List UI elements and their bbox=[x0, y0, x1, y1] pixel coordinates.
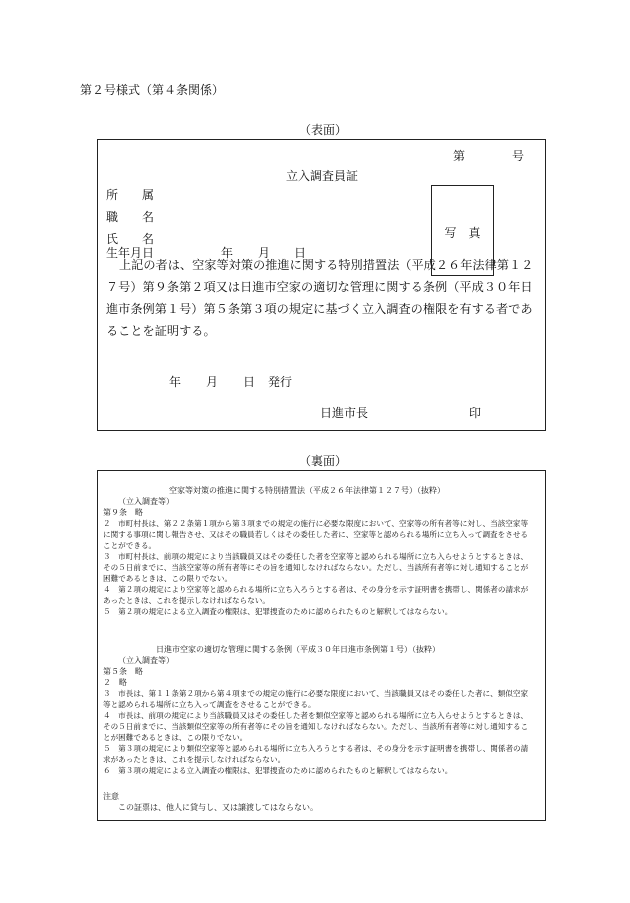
field-name: 氏 名 bbox=[106, 232, 155, 246]
law1-item: ４ 第２項の規定により空家等と認められる場所に立ち入ろうとする者は、その身分を示す証明書を携帯し、関係者の請求があったときは、これを提示しなければならない。 bbox=[103, 585, 529, 605]
law2-item: ６ 第３項の規定による立入調査の権限は、犯罪捜査のために認められたものと解釈してはならない。 bbox=[103, 766, 453, 775]
issue-label: 発行 bbox=[268, 375, 293, 389]
front-side-heading: （表面） bbox=[299, 123, 348, 137]
law1-item: ３ 市町村長は、前項の規定により当該職員又はその委任した者を空家等と認められる場所に立ち入らせようとするときは、その５日前までに、当該空家等の所有者等にその旨を通知しなければならない。ただし、当該所有者等に対し通知することが困難であるときは、この限りでない。 bbox=[103, 552, 529, 583]
law1-caption: （立入調査等） bbox=[118, 497, 174, 506]
field-position: 職 名 bbox=[106, 210, 155, 224]
law2-item: ４ 市長は、前項の規定により当該職員又はその委任した者を類似空家等と認められる場所に立ち入らせようとするときは、その５日前までに、当該類似空家等の所有者等にその旨を通知しなければならない。ただし、当該所有者等に対し通知することが困難であるときは、この限りでない。 bbox=[103, 711, 529, 742]
number-label: 第 bbox=[453, 149, 466, 163]
photo-label: 写 真 bbox=[444, 226, 481, 240]
law2-caption: （立入調査等） bbox=[118, 656, 174, 665]
back-card bbox=[97, 470, 546, 821]
law2-article: 第５条 略 bbox=[103, 667, 143, 676]
seal-mark: 印 bbox=[469, 406, 482, 420]
field-birthdate: 生年月日 bbox=[106, 246, 155, 260]
law2-title: 日進市空家の適切な管理に関する条例（平成３０年日進市条例第１号）（抜粋） bbox=[156, 645, 440, 654]
card-title: 立入調査員証 bbox=[286, 169, 359, 183]
law1-article: 第９条 略 bbox=[103, 508, 143, 517]
issue-month: 月 bbox=[206, 375, 219, 389]
birth-day: 日 bbox=[294, 246, 307, 260]
law1-item: ２ 市町村長は、第２２条第１項から第３項までの規定の施行に必要な限度において、空家等の所有者等に対し、当該空家等に関する事項に関し報告させ、又はその職員若しくはその委任した者に、空家等と認められる場所に立ち入って調査をさせることができる。 bbox=[103, 519, 529, 550]
issuer-name: 日進市長 bbox=[320, 406, 369, 420]
field-affiliation: 所 属 bbox=[106, 188, 155, 202]
form-title: 第２号様式（第４条関係） bbox=[80, 83, 225, 97]
law2-item: ３ 市長は、第１１条第２項から第４項までの規定の施行に必要な限度において、当該職員又はその委任した者に、類似空家等と認められる場所に立ち入って調査をさせることができる。 bbox=[103, 689, 529, 709]
number-suffix: 号 bbox=[512, 149, 525, 163]
law2-item: ２ 略 bbox=[103, 678, 127, 687]
birth-month: 月 bbox=[258, 246, 271, 260]
front-card bbox=[97, 139, 546, 431]
birth-year: 年 bbox=[221, 246, 234, 260]
law1-title: 空家等対策の推進に関する特別措置法（平成２６年法律第１２７号）（抜粋） bbox=[169, 486, 445, 495]
certification-statement: 上記の者は、空家等対策の推進に関する特別措置法（平成２６年法律第１２７号）第９条第２項又は日進市空家の適切な管理に関する条例（平成３０年日進市条例第１号）第５条第３項の規定に基づく立入調査の権限を有する者であることを証明する。 bbox=[106, 258, 534, 338]
back-side-heading: （裏面） bbox=[299, 454, 348, 468]
issue-day: 日 bbox=[243, 375, 256, 389]
note-text: この証票は、他人に貸与し、又は譲渡してはならない。 bbox=[118, 803, 318, 812]
issue-year: 年 bbox=[169, 375, 182, 389]
note-title: 注意 bbox=[103, 792, 119, 801]
law2-item: ５ 第３項の規定により類似空家等と認められる場所に立ち入ろうとする者は、その身分を示す証明書を携帯し、関係者の請求があったときは、これを提示しなければならない。 bbox=[103, 744, 529, 764]
law1-item: ５ 第２項の規定による立入調査の権限は、犯罪捜査のために認められたものと解釈してはならない。 bbox=[103, 607, 453, 616]
